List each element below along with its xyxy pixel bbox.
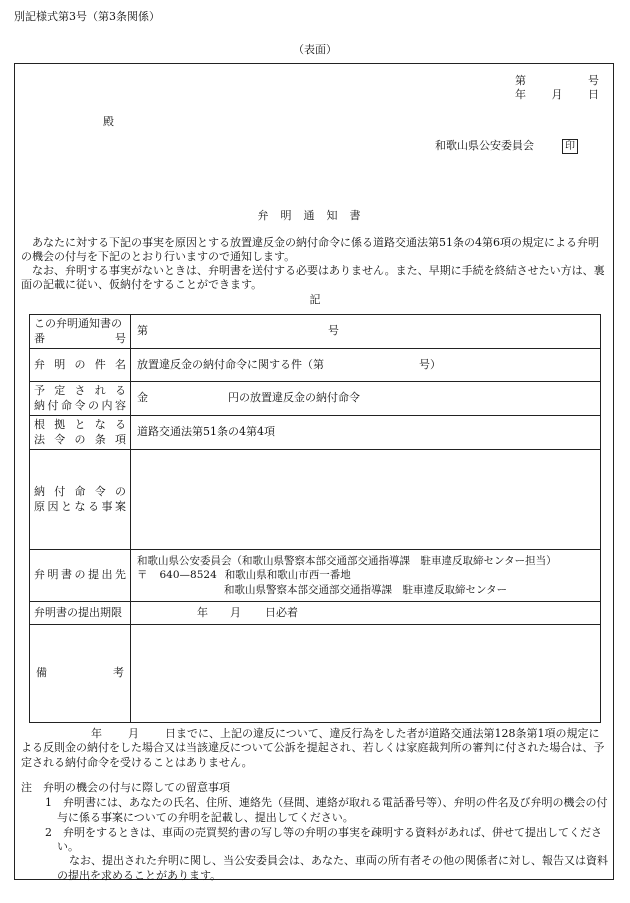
face-label: （表面） [293,43,337,56]
value-case-name: 放置違反金の納付命令に関する件（第 号） [131,349,601,382]
row-legal-basis [30,416,601,450]
label-remarks: 備 考 [30,625,131,723]
row-notice-number [30,315,601,349]
number-dai: 第 [515,74,526,87]
addressee-suffix: 殿 [103,115,114,128]
notice-frame [14,63,614,880]
label-cause: 納付命令の 原因となる事案 [30,450,131,550]
label-legal-basis: 根拠となる 法令の条項 [30,416,131,450]
value-submit-to: 和歌山県公安委員会（和歌山県警察本部交通部交通指導課 駐車違反取締センター担当） 〒 640—8524 和歌山県和歌山市西一番地 和歌山県警察本部交通部交通指導課 駐車違反取締センター [131,550,601,602]
date-month: 月 [551,88,563,102]
intro-paragraph-1: あなたに対する下記の事実を原因とする放置違反金の納付命令に係る道路交通法第51条の4第6項の規定による弁明の機会の付与を下記のとおり行いますので通知します。 [21,236,599,264]
value-order-content: 金 円の放置違反金の納付命令 [131,382,601,416]
date-year: 年 [515,88,526,102]
row-submit-to [30,550,601,602]
value-deadline: 年 月 日必着 [131,602,601,625]
label-order-content: 予定される 納付命令の内容 [30,382,131,416]
label-notice-number: この弁明通知書の 番号 [30,315,131,349]
row-remarks [30,625,601,723]
row-case-name [30,349,601,382]
number-date-box [515,74,599,103]
document-title: 弁明通知書 [257,209,373,222]
intro-paragraph-2: なお、弁明する事実がないときは、弁明書を送付する必要はありません。また、早期に手続を終結させたい方は、裏面の記載に従い、仮納付をすることができます。 [21,264,605,292]
details-table [29,314,601,723]
note-item-1: 1 弁明書には、あなたの氏名、住所、連絡先（昼間、連絡が取れる電話番号等）、弁明の件名及び弁明の機会の付与に係る事案についての弁明を記載し、提出してください。 [45,796,608,824]
note-item-2-supplement: なお、提出された弁明に関し、当公安委員会は、あなた、車両の所有者その他の関係者に対し、報告又は資料の提出を求めることがあります。 [57,854,608,882]
row-order-content [30,382,601,416]
issuer-name: 和歌山県公安委員会 [435,139,534,152]
label-submit-to: 弁明書の提出先 [30,550,131,602]
note-item-2: 2 弁明をするときは、車両の売買契約書の写し等の弁明の事実を疎明する資料があれば、併せて提出してください。 [45,825,602,854]
notes-section [21,781,609,883]
notes-heading: 注 弁明の機会の付与に際しての留意事項 [21,781,230,794]
row-deadline [30,602,601,625]
value-remarks [131,625,601,723]
value-cause [131,450,601,550]
seal-mark: 印 [562,139,578,154]
number-gou: 号 [588,74,599,87]
issuer-line [435,139,578,154]
row-cause [30,450,601,550]
label-case-name: 弁明の件名 [30,349,131,382]
tail-paragraph: 年 月 日までに、上記の違反について、違反行為をした者が道路交通法第128条第1項の規定による反則金の納付をした場合又は当該違反について公訴を提起され、若しくは家庭裁判所の審判に付された場合は、予定される納付命令を受けることはありません。 [21,727,605,769]
value-legal-basis: 道路交通法第51条の4第4項 [131,416,601,450]
ki-heading: 記 [309,293,321,306]
form-id: 別記様式第3号（第3条関係） [14,10,160,23]
value-notice-number: 第 号 [131,315,601,349]
label-deadline: 弁明書の提出期限 [30,602,131,625]
date-day: 日 [588,88,599,102]
